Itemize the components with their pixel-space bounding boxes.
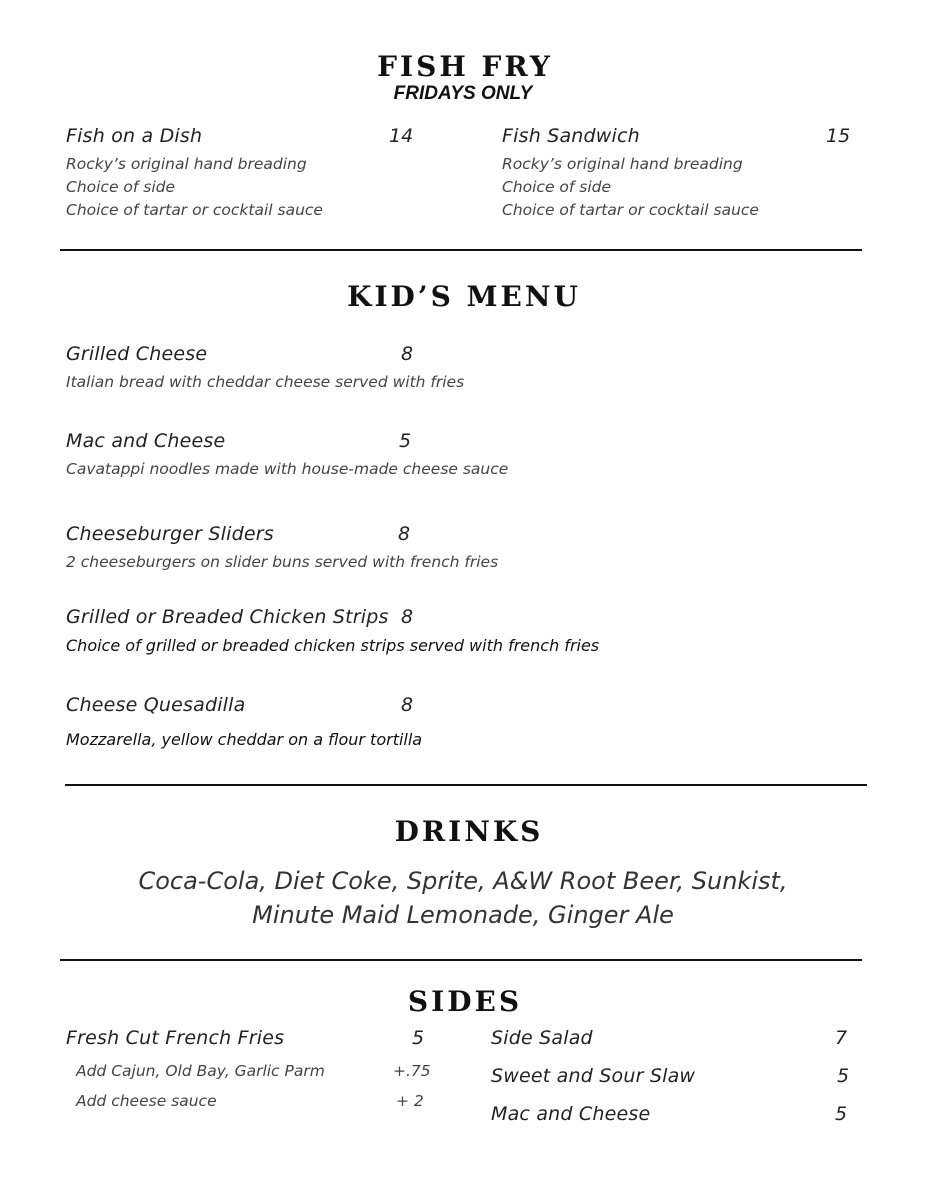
fish-sandwich-description xyxy=(502,153,759,222)
cheese-quesadilla-price: 8 xyxy=(401,694,414,716)
sweet-sour-slaw-name: Sweet and Sour Slaw xyxy=(491,1065,696,1087)
fries-addon-seasoning-price: +.75 xyxy=(393,1062,431,1080)
fish-on-a-dish-price: 14 xyxy=(389,125,414,147)
cheeseburger-sliders-description: 2 cheeseburgers on slider buns served with french fries xyxy=(66,553,499,571)
description-line: Rocky’s original hand breading xyxy=(502,155,743,173)
cheeseburger-sliders-name: Cheeseburger Sliders xyxy=(66,523,274,545)
side-salad-name: Side Salad xyxy=(491,1027,593,1049)
cheeseburger-sliders-price: 8 xyxy=(398,523,411,545)
fries-addon-cheese-price: + 2 xyxy=(396,1092,424,1110)
drinks-line: Minute Maid Lemonade, Ginger Ale xyxy=(252,901,674,929)
description-line: Rocky’s original hand breading xyxy=(66,155,307,173)
chicken-strips-description: Choice of grilled or breaded chicken strips served with french fries xyxy=(66,636,600,655)
fish-on-a-dish-name: Fish on a Dish xyxy=(66,125,203,147)
sweet-sour-slaw-price: 5 xyxy=(837,1065,850,1087)
section-divider xyxy=(60,249,862,251)
description-line: Choice of side xyxy=(502,178,612,196)
grilled-cheese-name: Grilled Cheese xyxy=(66,343,208,365)
fish-on-a-dish-description xyxy=(66,153,323,222)
fries-addon-seasoning: Add Cajun, Old Bay, Garlic Parm xyxy=(76,1062,325,1080)
sides-title: SIDES xyxy=(407,985,523,1018)
cheese-quesadilla-name: Cheese Quesadilla xyxy=(66,694,246,716)
drinks-line: Coca-Cola, Diet Coke, Sprite, A&W Root Beer, Sunkist, xyxy=(138,867,788,895)
grilled-cheese-description: Italian bread with cheddar cheese served with fries xyxy=(66,373,465,391)
mac-and-cheese-price: 5 xyxy=(399,430,412,452)
french-fries-name: Fresh Cut French Fries xyxy=(66,1027,285,1049)
description-line: Choice of side xyxy=(66,178,176,196)
section-divider xyxy=(60,959,862,961)
fish-sandwich-name: Fish Sandwich xyxy=(502,125,640,147)
fish-fry-subtitle: FRIDAYS ONLY xyxy=(393,83,533,104)
grilled-cheese-price: 8 xyxy=(401,343,414,365)
kids-menu-title: KID’S MENU xyxy=(347,280,581,313)
drinks-list xyxy=(113,864,813,932)
fries-addon-cheese: Add cheese sauce xyxy=(76,1092,217,1110)
side-mac-and-cheese-name: Mac and Cheese xyxy=(491,1103,651,1125)
chicken-strips-price: 8 xyxy=(401,606,414,628)
chicken-strips-name: Grilled or Breaded Chicken Strips xyxy=(66,606,389,628)
drinks-title: DRINKS xyxy=(394,815,544,848)
mac-and-cheese-description: Cavatappi noodles made with house-made cheese sauce xyxy=(66,460,509,478)
description-line: Choice of tartar or cocktail sauce xyxy=(66,201,323,219)
fish-fry-title: FISH FRY xyxy=(377,50,553,83)
side-mac-and-cheese-price: 5 xyxy=(835,1103,848,1125)
section-divider xyxy=(65,784,867,786)
cheese-quesadilla-description: Mozzarella, yellow cheddar on a flour tortilla xyxy=(66,730,423,749)
side-salad-price: 7 xyxy=(835,1027,848,1049)
french-fries-price: 5 xyxy=(412,1027,425,1049)
description-line: Choice of tartar or cocktail sauce xyxy=(502,201,759,219)
fish-sandwich-price: 15 xyxy=(826,125,851,147)
mac-and-cheese-name: Mac and Cheese xyxy=(66,430,226,452)
